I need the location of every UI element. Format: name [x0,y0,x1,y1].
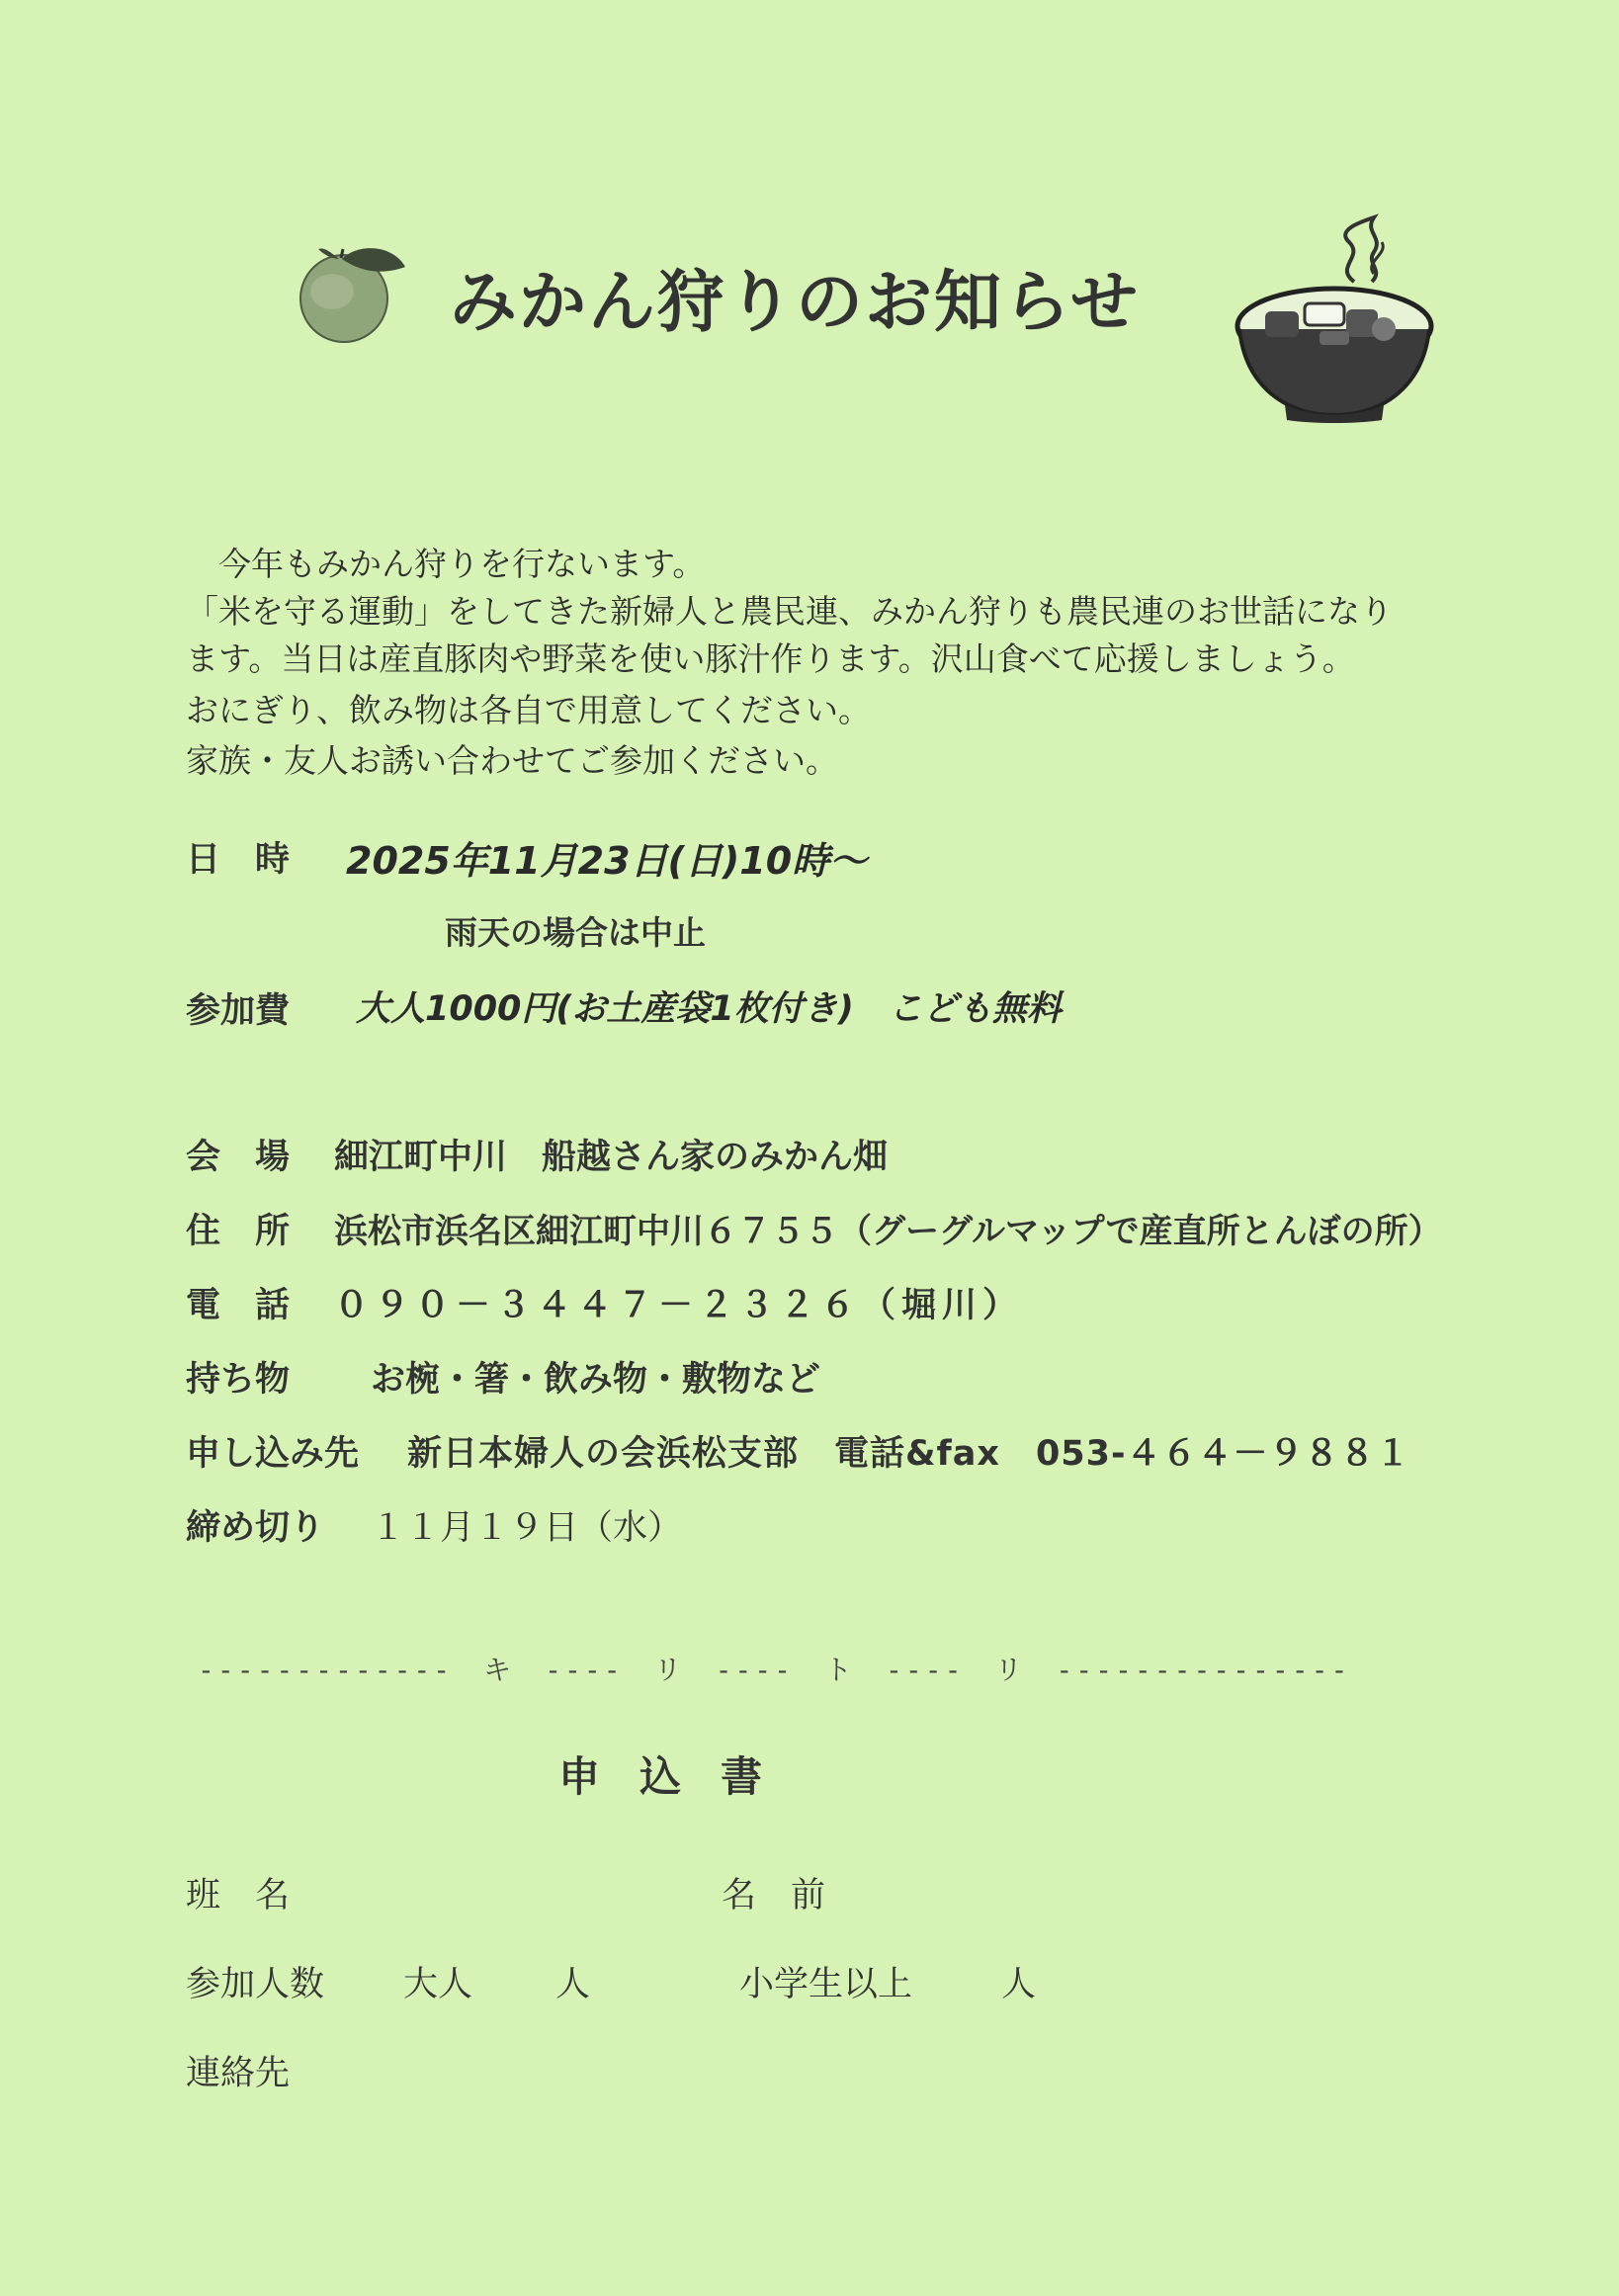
intro-line-1: 今年もみかん狩りを行ないます。 [186,545,706,583]
fee-value: 大人1000円(お土産袋1枚付き) こども無料 [356,989,1062,1029]
name-label: 名 前 [722,1876,826,1915]
cut-line: ------------- キ ---- リ ---- ト ---- リ --------------- [198,1654,1351,1686]
fee-label: 参加費 [186,991,291,1031]
adult-label: 大人 [403,1965,473,2004]
intro-line-3: ます。当日は産直豚肉や野菜を使い豚汁作ります。沢山食べて応援しましょう。 [186,639,1355,678]
address-label: 住 所 [186,1212,291,1251]
items-value: お椀・箸・飲み物・敷物など [371,1360,821,1400]
venue-label: 会 場 [186,1138,291,1177]
student-unit: 人 [1001,1965,1037,2004]
soup-bowl-icon [1226,213,1438,425]
rain-note: 雨天の場合は中止 [445,913,706,952]
student-label: 小学生以上 [739,1965,913,2004]
venue-value: 細江町中川 船越さん家のみかん畑 [334,1138,889,1177]
address-value: 浜松市浜名区細江町中川６７５５（グーグルマップで産直所とんぼの所） [334,1212,1442,1251]
date-label: 日 時 [186,840,291,880]
adult-unit: 人 [555,1965,591,2004]
phone-value: ０９０－３４４７－２３２６（堀川） [334,1286,1024,1325]
group-label: 班 名 [186,1876,291,1915]
application-title: 申込書 [558,1752,803,1801]
page-title: みかん狩りのお知らせ [450,264,1140,342]
mandarin-orange-icon [285,237,413,346]
deadline-label: 締め切り [186,1508,325,1548]
apply-label: 申し込み先 [186,1434,360,1474]
items-label: 持ち物 [186,1360,291,1400]
intro-line-4: おにぎり、飲み物は各自で用意してください。 [186,691,871,729]
participants-label: 参加人数 [186,1965,325,2004]
apply-value: 新日本婦人の会浜松支部 電話&fax 053-４６４－９８８１ [407,1434,1411,1474]
contact-label: 連絡先 [186,2054,291,2093]
deadline-value: １１月１９日（水） [371,1508,683,1548]
date-value: 2025年11月23日(日)10時～ [346,839,868,883]
phone-label: 電 話 [186,1286,291,1325]
intro-line-2: 「米を守る運動」をしてきた新婦人と農民連、みかん狩りも農民連のお世話になり [186,592,1393,631]
intro-line-5: 家族・友人お誘い合わせてご参加ください。 [186,741,838,780]
